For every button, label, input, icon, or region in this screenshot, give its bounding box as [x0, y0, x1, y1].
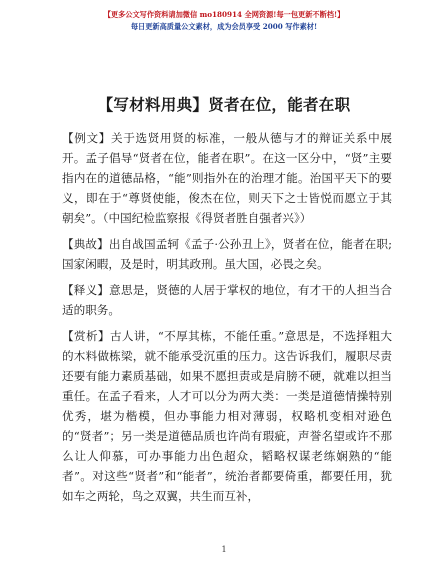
paragraph-appreciation — [62, 326, 392, 506]
page-number: 1 — [221, 545, 227, 554]
document-body — [62, 128, 392, 512]
banner-line-1: 【更多公文写作资料请加微信 mo180914 全网资源!每一包更新不断档!】 — [103, 10, 345, 19]
paragraph-allusion — [62, 234, 392, 274]
paragraph-example — [62, 128, 392, 228]
paragraph-text: 关于选贤用贤的标准，一般从德与才的辩证关系中展开。孟子倡导“贤者在位，能者在职”。在这一区分中，“贤”主要指内在的道德品格，“能”则指外在的治理才能。治国平天下的要义，即在于“尊贤使能，俊杰在位，则天下之士皆悦而愿立于其朝矣”。（中国纪检监察报《得贤者胜自强者兴》） — [62, 131, 392, 225]
paragraph-explanation — [62, 280, 392, 320]
paragraph-tag: 【典故】 — [62, 237, 109, 251]
document-title: 【写材料用典】贤者在位，能者在职 — [97, 95, 351, 114]
paragraph-tag: 【赏析】 — [62, 329, 110, 343]
paragraph-text: 意思是，贤德的人居于掌权的地位，有才干的人担当合适的职务。 — [62, 283, 392, 317]
banner-line-2: 每日更新高质量公文素材，成为会员享受 2000 写作素材! — [130, 22, 318, 31]
header-banner — [0, 9, 448, 33]
paragraph-text: 古人讲，“不厚其栋，不能任重。”意思是，不选择粗大的木料做栋梁，就不能承受沉重的压力。这告诉我们，履职尽责还要有能力素质基础，如果不愿担责或是肩膀不硬，就难以担当重任。在孟子看来，人才可以分为两大类：一类是道德情操特别优秀，堪为楷模，但办事能力相对薄弱，权略机变相对逊色的“贤者”；另一类是道德品质也许尚有瑕疵，声誉名望或许不那么让人仰慕，可办事能力出色超众，韬略权谋老练娴熟的“能者”。对这些“贤者”和“能者”，统治者都要倚重，都要任用，犹如车之两轮，鸟之双翼，共生而互补， — [62, 329, 392, 503]
paragraph-tag: 【释义】 — [62, 283, 110, 297]
paragraph-tag: 【例文】 — [62, 131, 111, 145]
paragraph-text: 出自战国孟轲《孟子·公孙丑上》，贤者在位，能者在职;国家闲暇，及是时，明其政刑。虽大国，必畏之矣。 — [62, 237, 392, 271]
